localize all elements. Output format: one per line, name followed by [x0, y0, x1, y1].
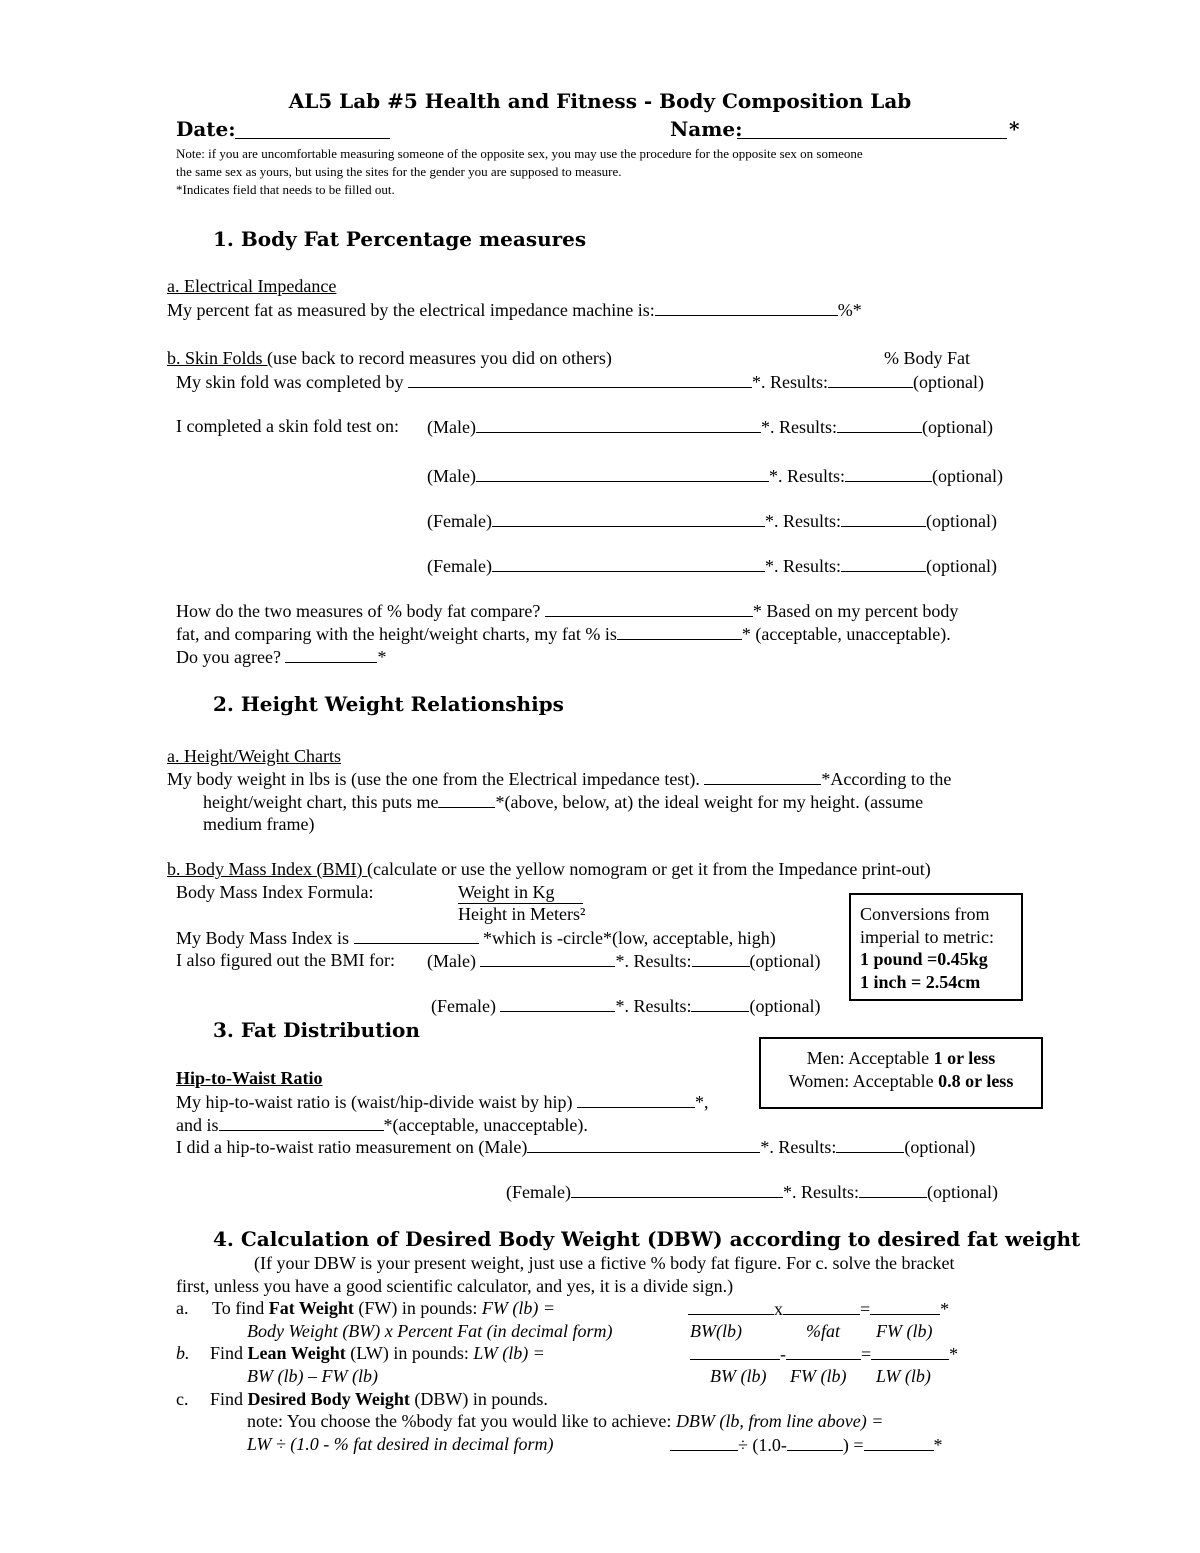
skin-fold-female-1-field[interactable] [492, 510, 765, 527]
women-acceptable [761, 1070, 1041, 1093]
required-star: * [377, 647, 387, 667]
section-3-heading: 3. Fat Distribution [213, 1018, 420, 1042]
results-label: *. Results: [782, 1182, 859, 1202]
fw-text-1: To find [212, 1298, 269, 1318]
lw-term: Lean Weight [247, 1343, 346, 1363]
required-star: * [940, 1299, 950, 1319]
electrical-impedance-label: a. Electrical Impedance [167, 276, 337, 296]
hip-waist-female-row [506, 1181, 998, 1203]
lean-weight-line [210, 1343, 545, 1364]
percent-suffix: %* [837, 300, 862, 320]
hip-waist-line-2-tail: *(acceptable, unacceptable). [383, 1115, 588, 1135]
required-star: * [1009, 117, 1020, 141]
body-weight-question: My body weight in lbs is (use the one from the Electrical impedance test). [167, 769, 700, 789]
hip-waist-male-row [176, 1136, 975, 1158]
fw-result-field[interactable] [870, 1298, 940, 1315]
dbw-calc [670, 1434, 943, 1456]
divide-text: ÷ (1.0- [738, 1435, 787, 1455]
fat-weight-calc [688, 1298, 949, 1320]
skin-fold-self-label: My skin fold was completed by [176, 372, 404, 392]
bmi-female-result[interactable] [691, 995, 749, 1012]
skin-folds-title: b. Skin Folds ( [167, 348, 274, 368]
fat-weight-subformula: Body Weight (BW) x Percent Fat (in decimal form) [247, 1321, 613, 1341]
required-star: * [949, 1344, 959, 1364]
compare-line-2-text: fat, and comparing with the height/weight charts, my fat % is [176, 624, 617, 644]
skin-fold-male-1-result[interactable] [837, 416, 922, 433]
agree-question: Do you agree? [176, 647, 281, 667]
skin-folds-label [167, 348, 612, 369]
skin-fold-female-row-2 [427, 555, 997, 577]
page-title: AL5 Lab #5 Health and Fitness - Body Composition Lab [288, 89, 912, 113]
results-label: *. Results: [751, 372, 828, 392]
hip-waist-question: My hip-to-waist ratio is (waist/hip-divide waist by hip) [176, 1092, 573, 1112]
fw-fat-field[interactable] [783, 1298, 860, 1315]
optional-label: (optional) [913, 372, 984, 392]
dbw-note: note: You choose the %body fat you would like to achieve: [247, 1411, 676, 1431]
date-field[interactable] [235, 122, 390, 139]
bmi-also-label: I also figured out the BMI for: [176, 950, 395, 970]
body-fat-column-header: % Body Fat [884, 348, 971, 368]
section-1-heading: 1. Body Fat Percentage measures [213, 227, 587, 251]
hip-waist-female-result[interactable] [859, 1181, 927, 1198]
conversion-inch: 1 inch = 2.54cm [860, 971, 981, 992]
skin-fold-female-row-1 [427, 510, 997, 532]
dbw-text-1: Find [210, 1389, 248, 1409]
chart-position-field[interactable] [438, 791, 495, 808]
dbw-text-2: (DBW) in pounds. [409, 1389, 548, 1409]
results-label: *. Results: [764, 556, 841, 576]
results-label: *. Results: [760, 417, 837, 437]
section-4-intro-2: first, unless you have a good scientific calculator, and yes, it is a divide sign.) [176, 1276, 734, 1296]
men-acceptable [761, 1047, 1041, 1070]
date-label: Date: [176, 117, 236, 141]
fw-text-2: (FW) in pounds: [353, 1298, 482, 1318]
dbw-marker: c. [176, 1389, 189, 1409]
women-label: Women: Acceptable [788, 1070, 939, 1091]
impedance-question: My percent fat as measured by the electrical impedance machine is: [167, 300, 655, 320]
lean-weight-subformula: BW (lb) – FW (lb) [247, 1366, 378, 1386]
compare-line-1 [176, 600, 958, 622]
results-label: *. Results: [768, 466, 845, 486]
compare-line-2 [176, 623, 951, 645]
skin-fold-male-row-2 [427, 465, 1003, 487]
dbw-lw-field[interactable] [670, 1434, 738, 1451]
compare-answer-field[interactable] [545, 600, 753, 617]
section-4-heading: 4. Calculation of Desired Body Weight (DBW) according to desired fat weight [213, 1227, 1081, 1251]
lw-text-2: (LW) in pounds: [345, 1343, 474, 1363]
male-label: (Male) [427, 951, 476, 971]
height-weight-charts-label: a. Height/Weight Charts [167, 746, 342, 766]
lean-weight-marker: b. [176, 1343, 190, 1363]
hip-waist-measurement-label: I did a hip-to-waist ratio measurement on (Male) [176, 1137, 528, 1157]
conversion-line-2: imperial to metric: [860, 926, 994, 947]
required-star: * [933, 1435, 943, 1455]
optional-label: (optional) [922, 417, 993, 437]
bmi-formula-denominator: Height in Meters² [458, 904, 586, 924]
hip-waist-ratio-field[interactable] [577, 1091, 695, 1108]
fw-bw-caption: BW(lb) [690, 1321, 742, 1341]
skin-fold-male-2-result[interactable] [845, 465, 932, 482]
compare-question: How do the two measures of % body fat compare? [176, 601, 541, 621]
bmi-title: b. Body Mass Index (BMI) ( [167, 859, 373, 879]
female-label: (Female) [431, 996, 496, 1016]
optional-label: (optional) [932, 466, 1003, 486]
impedance-percent-field[interactable] [655, 299, 838, 316]
bmi-value-label: My Body Mass Index is [176, 928, 350, 948]
equals-sign: = [861, 1344, 872, 1364]
multiply-sign: x [774, 1299, 783, 1319]
conversion-pound: 1 pound =0.45kg [860, 949, 988, 969]
hip-waist-line-1-tail: *, [694, 1092, 709, 1112]
bmi-formula-label: Body Mass Index Formula: [176, 882, 374, 902]
hip-waist-label: Hip-to-Waist Ratio [176, 1068, 323, 1088]
hip-waist-female-field[interactable] [571, 1181, 783, 1198]
body-weight-line-2 [203, 791, 923, 813]
male-label: (Male) [427, 466, 476, 486]
women-value: 0.8 or less [938, 1070, 1014, 1091]
female-label: (Female) [427, 511, 492, 531]
fat-weight-line [212, 1298, 555, 1319]
lw-fw-caption: FW (lb) [790, 1366, 847, 1386]
body-weight-line-1 [167, 768, 951, 790]
formula-numerator-text: Weight in Kg [458, 882, 583, 904]
hip-waist-and-is: and is [176, 1115, 219, 1135]
hip-waist-acceptable-field[interactable] [219, 1114, 384, 1131]
skin-fold-female-1-result[interactable] [841, 510, 926, 527]
skin-fold-by-field[interactable] [408, 371, 752, 388]
results-label: *. Results: [615, 951, 692, 971]
lw-bw-caption: BW (lb) [710, 1366, 767, 1386]
fw-formula: FW (lb) = [481, 1298, 556, 1318]
skin-fold-male-row-1 [427, 416, 993, 438]
optional-label: (optional) [926, 1182, 998, 1202]
lw-text-1: Find [210, 1343, 248, 1363]
bmi-female-row [431, 995, 820, 1017]
fw-fat-caption: %fat [806, 1321, 840, 1341]
female-label: (Female) [506, 1182, 571, 1202]
optional-label: (optional) [749, 951, 821, 971]
hip-waist-line-2 [176, 1114, 588, 1136]
bmi-female-field[interactable] [500, 995, 615, 1012]
compare-line-1-tail: * Based on my percent body [752, 601, 959, 621]
impedance-text [167, 299, 862, 321]
conversion-box [849, 893, 1023, 1001]
results-label: *. Results: [760, 1137, 837, 1157]
skin-fold-self-result-field[interactable] [828, 371, 913, 388]
results-label: *. Results: [764, 511, 841, 531]
note-line-2: the same sex as yours, but using the sites for the gender you are supposed to measure. [176, 164, 622, 179]
bmi-male-row [427, 950, 820, 972]
hip-waist-male-field[interactable] [527, 1136, 760, 1153]
section-4-intro-1: (If your DBW is your present weight, just use a fictive % body fat figure. For c. solve the bracket [254, 1253, 955, 1273]
dbw-note-line [247, 1411, 883, 1432]
dbw-term: Desired Body Weight [247, 1389, 410, 1409]
skin-fold-male-2-field[interactable] [476, 465, 769, 482]
fat-percent-field[interactable] [617, 623, 742, 640]
skin-folds-note: use back to record measures you did on others) [273, 348, 612, 368]
bmi-male-field[interactable] [480, 950, 615, 967]
results-label: *. Results: [615, 996, 692, 1016]
fw-term: Fat Weight [268, 1298, 354, 1318]
lw-lw-caption: LW (lb) [876, 1366, 931, 1386]
optional-label: (optional) [904, 1137, 976, 1157]
skin-fold-on-label: I completed a skin fold test on: [176, 416, 399, 436]
body-weight-line-2-tail: *(above, below, at) the ideal weight for my height. (assume [495, 792, 924, 812]
lean-weight-calc [690, 1343, 958, 1365]
minus-sign: - [780, 1344, 786, 1364]
note-line-1: Note: if you are uncomfortable measuring someone of the opposite sex, you may use the procedure for the opposite sex on someone [176, 146, 863, 161]
bmi-formula-numerator [458, 882, 583, 904]
skin-fold-female-2-field[interactable] [492, 555, 765, 572]
dbw-fat-field[interactable] [787, 1434, 843, 1451]
men-label: Men: Acceptable [806, 1048, 934, 1068]
lw-fw-field[interactable] [786, 1343, 861, 1360]
close-equals: ) = [842, 1435, 864, 1455]
optional-label: (optional) [925, 556, 997, 576]
name-field[interactable] [737, 122, 1007, 139]
section-2-heading: 2. Height Weight Relationships [213, 692, 564, 716]
optional-label: (optional) [925, 511, 997, 531]
skin-fold-male-1-field[interactable] [476, 416, 761, 433]
male-label: (Male) [427, 417, 476, 437]
ratio-reference-box [759, 1037, 1043, 1109]
dbw-formula-label: DBW (lb, from line above) = [675, 1411, 884, 1431]
bmi-value-field[interactable] [354, 927, 479, 944]
name-label: Name: [670, 117, 743, 141]
body-weight-field[interactable] [704, 768, 821, 785]
equals-sign: = [860, 1299, 871, 1319]
fw-bw-field[interactable] [688, 1298, 774, 1315]
skin-fold-self-row [176, 371, 984, 393]
bmi-value-line [176, 927, 776, 949]
skin-fold-female-2-result[interactable] [841, 555, 926, 572]
dbw-line [210, 1389, 548, 1410]
compare-line-2-tail: * (acceptable, unacceptable). [741, 624, 951, 644]
hip-waist-male-result[interactable] [836, 1136, 904, 1153]
bmi-note: calculate or use the yellow nomogram or get it from the Impedance print-out) [372, 859, 931, 879]
lw-bw-field[interactable] [690, 1343, 780, 1360]
hip-waist-line-1 [176, 1091, 708, 1113]
bmi-male-result[interactable] [692, 950, 750, 967]
lw-formula: LW (lb) = [473, 1343, 545, 1363]
dbw-formula: LW ÷ (1.0 - % fat desired in decimal form) [247, 1434, 554, 1454]
body-weight-line-3: medium frame) [203, 814, 315, 834]
dbw-result-field[interactable] [864, 1434, 934, 1451]
note-line-3: *Indicates field that needs to be filled out. [176, 182, 395, 197]
lw-result-field[interactable] [871, 1343, 949, 1360]
conversion-line-1: Conversions from [860, 904, 990, 924]
bmi-label-line [167, 859, 931, 880]
compare-line-3 [176, 646, 386, 668]
optional-label: (optional) [749, 996, 821, 1016]
chart-position-text: height/weight chart, this puts me [203, 792, 439, 812]
bmi-category-text: *which is -circle*(low, acceptable, high) [483, 928, 776, 948]
fw-fw-caption: FW (lb) [876, 1321, 933, 1341]
female-label: (Female) [427, 556, 492, 576]
agree-field[interactable] [285, 646, 377, 663]
fat-weight-marker: a. [176, 1298, 189, 1318]
men-value: 1 or less [933, 1048, 996, 1068]
body-weight-line-1-tail: *According to the [821, 769, 952, 789]
